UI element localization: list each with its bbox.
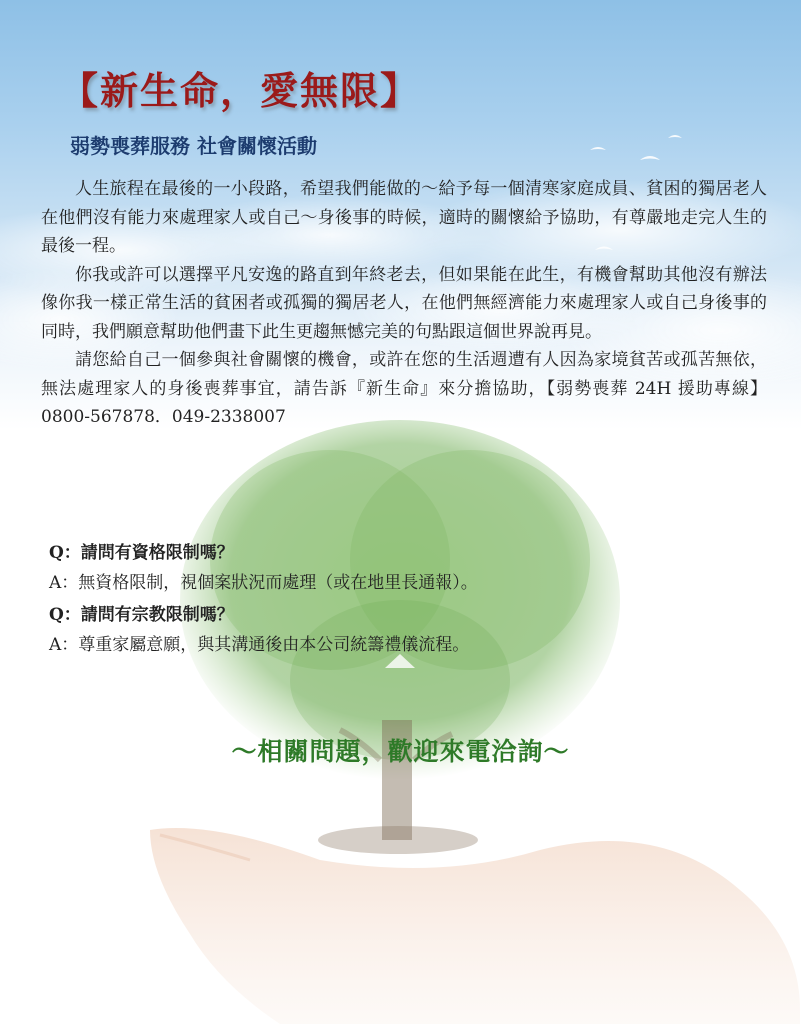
faq-answer: A：無資格限制，視個案狀況而處理（或在地里長通報）。	[49, 573, 478, 593]
paragraph: 人生旅程在最後的一小段路，希望我們能做的～給予每一個清寒家庭成員、貧困的獨居老人在他們沒有能力來處理家人或自己～身後事的時候，適時的關懷給予協助，有尊嚴地走完人生的最後一程。	[41, 179, 767, 256]
closing-message: ～相關問題，歡迎來電洽詢～	[231, 737, 570, 766]
paragraph: 你我或許可以選擇平凡安逸的路直到年終老去，但如果能在此生，有機會幫助其他沒有辦法像你我一樣正常生活的貧困者或孤獨的獨居老人，在他們無經濟能力來處理家人或自己身後事的同時，我們願意幫助他們畫下此生更趨無憾完美的句點跟這個世界說再見。	[41, 264, 767, 342]
page-subtitle: 弱勢喪葬服務 社會關懷活動	[70, 134, 317, 158]
faq-section	[49, 538, 769, 660]
paragraph: 請您給自己一個參與社會關懷的機會，或許在您的生活週遭有人因為家境貧苦或孤苦無依，無法處理家人的身後喪葬事宜，請告訴『新生命』來分擔協助，【弱勢喪葬 24H 援助專線】0800-567878．049-2338007	[41, 350, 767, 427]
faq-question: Q：請問有資格限制嗎？	[49, 543, 234, 563]
faq-answer: A：尊重家屬意願，與其溝通後由本公司統籌禮儀流程。	[49, 635, 470, 655]
page-title: 【新生命，愛無限】	[60, 68, 421, 113]
faq-question: Q：請問有宗教限制嗎？	[49, 605, 234, 625]
tree-in-hand-illustration	[150, 420, 800, 1024]
body-text	[41, 175, 767, 432]
